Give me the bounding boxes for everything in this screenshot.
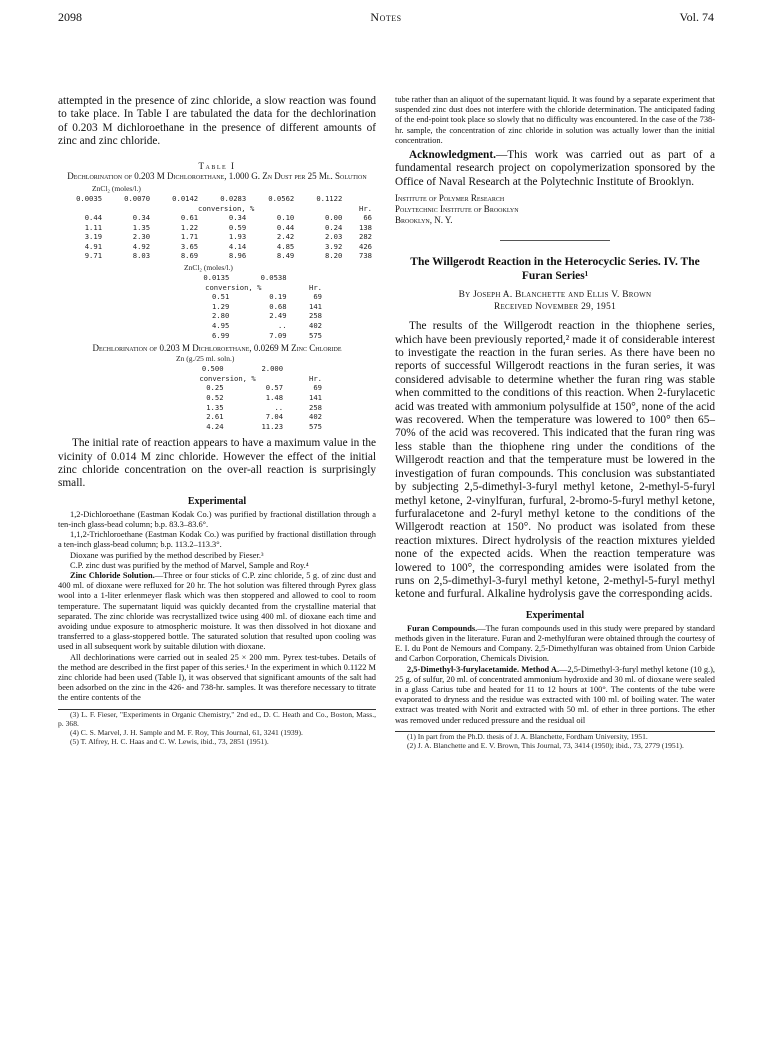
table-row	[58, 251, 376, 261]
running-head: Notes	[370, 10, 402, 24]
table-block-1	[58, 194, 376, 261]
table-cell: 69	[313, 292, 322, 302]
table-row	[58, 213, 376, 223]
article-authors: By Joseph A. Blanchette and Ellis V. Brown	[458, 290, 652, 301]
table-cell: 2.30	[132, 232, 151, 242]
footnote: (3) L. F. Fieser, "Experiments in Organic Chemistry," 2nd ed., D. C. Heath and Co., Boston, Mass., p. 368.	[58, 709, 376, 728]
table-cell: 0.61	[180, 213, 199, 223]
block3-hr-label: Hr.	[309, 373, 322, 383]
footnote: (2) J. A. Blanchette and E. V. Brown, This Journal, 73, 3414 (1950); ibid., 73, 2779 (1951).	[407, 741, 684, 751]
table-row	[176, 273, 326, 283]
table-row	[168, 402, 326, 412]
table-cell: 2.03	[324, 232, 343, 242]
table-row	[176, 330, 326, 340]
continued-paragraph: tube rather than an aliquot of the supernatant liquid. It was found by a separate experiment that suspended zinc dust does not interfere with the chloride determination. The anticipated fading of the end-point took place so slowly that no difficulty was encountered. In the case of the 738-hr. sample, the concentration of zinc chloride in solution was actually lower than the initial concentration.	[395, 95, 715, 145]
table-cell: 141	[309, 393, 322, 403]
table-cell: 4.92	[132, 241, 151, 251]
zinc-chloride-title: Zinc Chloride Solution.	[70, 570, 155, 580]
table-caption-2: Dechlorination of 0.203 M Dichloroethane, 0.0269 M Zinc Chloride	[92, 342, 342, 353]
exp-paragraph: C.P. zinc dust was purified by the method of Marvel, Sample and Roy.⁴	[70, 560, 309, 570]
table-cell: 0.10	[276, 213, 295, 223]
exp-paragraph: Dioxane was purified by the method described by Fieser.³	[70, 550, 264, 560]
table-cell: 66	[363, 213, 372, 223]
table-cell: 0.1122	[316, 193, 343, 203]
table-cell: 575	[309, 330, 322, 340]
table-cell: 0.0142	[172, 193, 199, 203]
table-cell: 2.000	[261, 364, 284, 374]
table-row	[168, 374, 326, 384]
table-block-2	[176, 273, 326, 340]
table-cell: 258	[309, 402, 322, 412]
table-cell: 69	[313, 383, 322, 393]
left-column	[58, 95, 376, 747]
table-cell: 1.48	[265, 393, 284, 403]
received-date: Received November 29, 1951	[493, 302, 617, 313]
table-cell: 575	[309, 421, 322, 431]
table-cell: 0.00	[324, 213, 343, 223]
furan-compounds-paragraph	[395, 624, 715, 665]
table-cell: 2.49	[269, 311, 287, 321]
table-cell: 8.20	[324, 251, 343, 261]
table-cell: 4.24	[206, 421, 224, 431]
block3-conc-label: Zn (g./25 ml. soln.)	[176, 353, 235, 363]
table-row	[58, 194, 376, 204]
table-row	[58, 222, 376, 232]
table-label: Table I	[198, 160, 236, 171]
table-cell: 8.96	[228, 251, 247, 261]
table-cell: 8.49	[276, 251, 295, 261]
table-cell: 0.0135	[203, 273, 230, 283]
table-cell: 0.19	[269, 292, 287, 302]
footnote: (1) In part from the Ph.D. thesis of J. A. Blanchette, Fordham University, 1951.	[407, 731, 648, 741]
table-cell: 1.35	[132, 222, 151, 232]
table-cell: 1.22	[180, 222, 199, 232]
block2-conc-label: ZnCl₂ (moles/l.)	[184, 262, 233, 272]
table-caption-1: Dechlorination of 0.203 M Dichloroethane, 1.000 G. Zn Dust per 25 Ml. Solution	[67, 170, 367, 181]
dechlorination-paragraph: All dechlorinations were carried out in sealed 25 × 200 mm. Pyrex test-tubes. Details of the method are described in the first paper of this series.¹ In the experiment in which 0.1122 M zinc chloride had been used (Table I), it was observed that significant amounts of the salt had been adsorbed on the zinc in the 426- and 738-hr. samples. It was therefore necessary to titrate the entire contents of the	[58, 652, 376, 703]
table-cell: 0.0035	[76, 193, 103, 203]
table-row	[168, 364, 326, 374]
table-cell: 8.69	[180, 251, 199, 261]
institute-line: Polytechnic Institute of Brooklyn	[395, 204, 519, 215]
table-cell: 138	[359, 222, 372, 232]
table-cell: 282	[359, 232, 372, 242]
intro-paragraph: attempted in the presence of zinc chloride, a slow reaction was found to take place. In Table I are tabulated the data for the dechlorination of 0.203 M dichloroethane in the presence of different amounts of zinc and zinc chloride.	[58, 95, 376, 148]
table-cell: 0.68	[269, 301, 287, 311]
block2-conv-label: conversion, %	[205, 282, 262, 292]
block3-conv-label: conversion, %	[199, 373, 256, 383]
table-cell: 4.14	[228, 241, 247, 251]
table-cell: ..	[274, 402, 284, 412]
table-row	[176, 302, 326, 312]
table-cell: 0.25	[206, 383, 224, 393]
table-row	[58, 242, 376, 252]
zinc-chloride-paragraph	[58, 571, 376, 653]
table-row	[58, 232, 376, 242]
table-row	[168, 422, 326, 432]
acknowledgment-paragraph	[395, 149, 715, 189]
table-cell: 1.71	[180, 232, 199, 242]
block1-conc-label: ZnCl₂ (moles/l.)	[92, 183, 141, 193]
table-cell: 9.71	[84, 251, 103, 261]
table-cell: 11.23	[261, 421, 284, 431]
volume: Vol. 74	[679, 10, 714, 24]
amide-title: 2,5-Dimethyl-3-furylacetamide. Method A.	[407, 664, 560, 674]
table-row	[168, 383, 326, 393]
table-cell: 738	[359, 251, 372, 261]
table-cell: 4.85	[276, 241, 295, 251]
table-cell: 0.51	[211, 292, 230, 302]
table-row	[176, 311, 326, 321]
table-cell: 0.24	[324, 222, 343, 232]
table-row	[58, 203, 376, 213]
table-cell: 0.500	[201, 364, 224, 374]
table-cell: 7.09	[269, 330, 287, 340]
furan-compounds-title: Furan Compounds.	[407, 623, 478, 633]
table-row	[176, 292, 326, 302]
acknowledgment-title: Acknowledgment.	[409, 149, 496, 162]
table-cell: 0.44	[276, 222, 295, 232]
footnote: (5) T. Alfrey, H. C. Haas and C. W. Lewis, ibid., 73, 2851 (1951).	[70, 737, 269, 747]
table-cell: 0.0283	[220, 193, 247, 203]
table-cell: 0.0562	[268, 193, 295, 203]
table-cell: 402	[309, 321, 322, 331]
table-cell: ..	[277, 321, 287, 331]
furan-compounds-text: —The furan compounds used in this study were prepared by standard methods given in the literature. Furan and 2-methylfuran were obtained through the courtesy of E. I. du Pont de Nemours and Company. 2,5-Dimethylfuran was obtained from Union Carbide and Carbon Corporation, Chemicals Division.	[395, 623, 715, 664]
table-row	[168, 393, 326, 403]
table-cell: 141	[309, 301, 322, 311]
institute-block	[395, 193, 715, 226]
amide-paragraph	[395, 665, 715, 726]
institute-line: Brooklyn, N. Y.	[395, 215, 453, 226]
experimental-heading-left: Experimental	[187, 495, 247, 507]
exp-paragraph: 1,2-Dichloroethane (Eastman Kodak Co.) was purified by fractional distillation through a ten-inch glass-bead column; b.p. 83.3–83.6°.	[58, 509, 376, 529]
table-cell: 8.03	[132, 251, 151, 261]
table-cell: 1.93	[228, 232, 247, 242]
table-cell: 426	[359, 241, 372, 251]
table-cell: 1.35	[206, 402, 224, 412]
table-row	[176, 282, 326, 292]
page-number: 2098	[58, 10, 82, 24]
table-cell: 1.11	[84, 222, 103, 232]
table-cell: 6.99	[211, 330, 230, 340]
experimental-heading-right: Experimental	[525, 609, 585, 621]
right-column	[395, 95, 715, 750]
table-cell: 402	[309, 412, 322, 422]
table-cell: 2.80	[211, 311, 230, 321]
table-cell: 3.65	[180, 241, 199, 251]
block2-hr-label: Hr.	[309, 282, 322, 292]
table-cell: 4.91	[84, 241, 103, 251]
table-block-3	[168, 364, 326, 431]
block1-hr-label: Hr.	[359, 203, 372, 213]
running-header	[58, 10, 714, 26]
article-title: The Willgerodt Reaction in the Heterocyclic Series. IV. The Furan Series¹	[410, 256, 700, 283]
table-cell: 3.92	[324, 241, 343, 251]
table-cell: 7.04	[265, 412, 284, 422]
table-cell: 0.34	[132, 213, 151, 223]
article-body: The results of the Willgerodt reaction in the thiophene series, which have been previously reported,² made it of considerable interest to investigate the reaction in the furan series. As there have been no reports of successful Willgerodt reactions in the furan series, it was considered advisable to determine whether the furan ring was stable when committed to the conditions of this reaction. When 2-furylacetic acid was treated with ammonium polysulfide at 150°, none of the acid was recovered. When the temperature was lowered to 100° then 65–70% of the acid was recovered. This indicated that the furan ring was less stable than the thiophene ring under the conditions of the Willgerodt reaction and that the temperature must be lowered in the investigation of furan compounds. This conclusion was substantiated by subjecting 2,5-dimethyl-3-furyl methyl ketone, 2-methyl-5-furyl methyl ketone, 2-vinylfuran, furfural, 2-bromo-5-furyl methyl ketone, furfuralacetone and 2-furyl methyl ketone to the conditions of the Willgerodt reaction at 150°. No product was isolated from these reaction mixtures. Direct hydrolysis of the reaction mixtures yielded none of the expected acids. When the reaction temperature was lowered to 100°, the corresponding amides were isolated from the runs on 2,5-dimethyl-3-furyl methyl ketone, 2-methyl-5-furyl methyl ketone and furfural. Alkaline hydrolysis gave the corresponding acids.	[395, 320, 715, 601]
table-cell: 0.34	[228, 213, 247, 223]
table-cell: 4.95	[211, 321, 230, 331]
table-cell: 0.0538	[260, 273, 287, 283]
exp-paragraph: 1,1,2-Trichloroethane (Eastman Kodak Co.) was purified by fractional distillation through a ten-inch glass-bead column; b.p. 113.2–113.3°.	[58, 530, 376, 550]
acknowledgment-text: —This work was carried out as part of a fundamental research project on copolymerization sponsored by the Office of Naval Research at the Polytechnic Institute of Brooklyn.	[395, 149, 715, 188]
table-cell: 1.29	[211, 301, 230, 311]
table-row	[176, 321, 326, 331]
amide-text: —2,5-Dimethyl-3-furyl methyl ketone (10 g.), 25 g. of sulfur, 20 ml. of concentrated ammonium hydroxide and 30 ml. of dioxane were sealed in a glass Carius tube and heated for 11 to 12 hours at 100°. The contents of the tube were evaporated to dryness and the residue was extracted with 100 ml. of boiling water. The water extract was treated with Norit and extracted with 50 ml. of ether in three portions. The ether was removed under reduced pressure and the residual oil	[395, 664, 715, 725]
table-cell: 3.19	[84, 232, 103, 242]
table-cell: 2.42	[276, 232, 295, 242]
table-cell: 0.59	[228, 222, 247, 232]
table-cell: 0.57	[265, 383, 284, 393]
table-cell: 0.52	[206, 393, 224, 403]
article-separator	[500, 240, 610, 241]
institute-line: Institute of Polymer Research	[395, 193, 505, 204]
table-cell: 258	[309, 311, 322, 321]
table-cell: 2.61	[206, 412, 224, 422]
after-table-paragraph: The initial rate of reaction appears to have a maximum value in the vicinity of 0.014 M zinc chloride. However the effect of the initial zinc chloride concentration on the over-all reaction is surprisingly small.	[58, 437, 376, 490]
footnote: (4) C. S. Marvel, J. H. Sample and M. F. Roy, This Journal, 61, 3241 (1939).	[70, 728, 303, 738]
block1-conv-label: conversion, %	[198, 203, 255, 213]
table-row	[168, 412, 326, 422]
table-cell: 0.44	[84, 213, 103, 223]
table-cell: 0.0070	[124, 193, 151, 203]
zinc-chloride-text: —Three or four sticks of C.P. zinc chloride, 5 g. of zinc dust and 400 ml. of dioxane were refluxed for 20 hr. The hot solution was filtered through Pyrex glass wool into a 1-liter erlenmeyer flask which was then stoppered and allowed to cool to room temperature. The supernatant liquid was quickly decanted from the crystalline material that separated. The zinc chloride was recrystallized twice using 400 ml. of dioxane each time and avoiding undue exposure to atmospheric moisture. It was then dissolved in hot dioxane and transferred to a glass-stoppered bottle. The saturated solution that resulted upon cooling was used in all subsequent work by suitable dilution with dioxane.	[58, 570, 376, 652]
